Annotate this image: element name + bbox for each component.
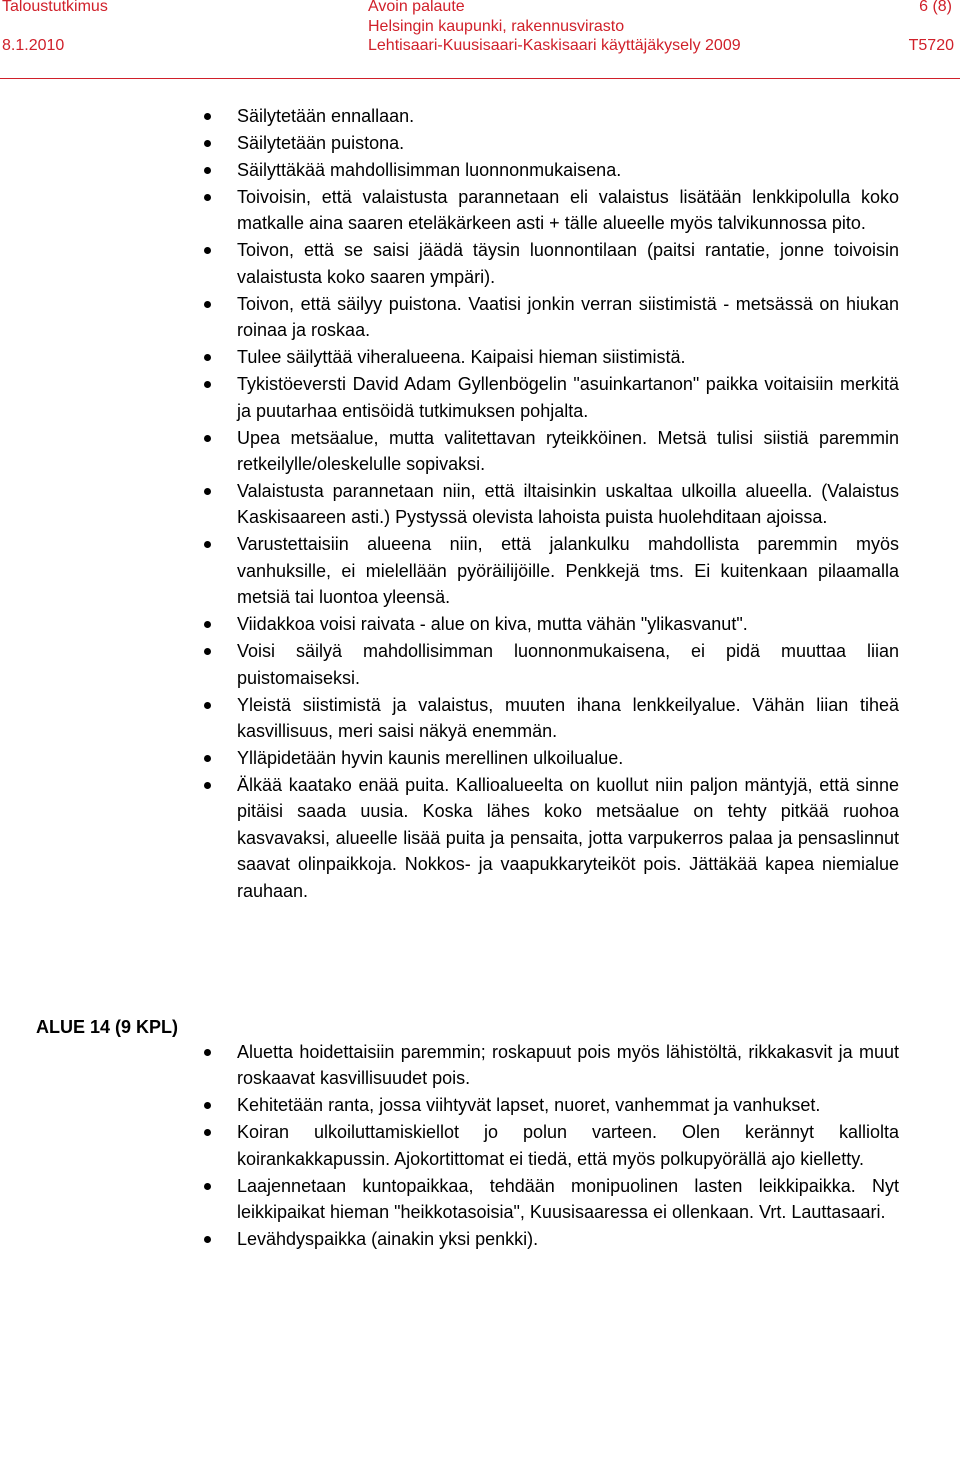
list-item: Aluetta hoidettaisiin paremmin; roskapuut pois myös lähistöltä, rikkakasvit ja muut roskaavat kasvillisuudet pois. — [237, 1039, 899, 1092]
header-client: Helsingin kaupunki, rakennusvirasto — [368, 18, 625, 35]
list-item: Säilytetään puistona. — [237, 130, 899, 156]
header-company: Taloustutkimus — [2, 0, 108, 15]
list-item: Upea metsäalue, mutta valitettavan ryteikköinen. Metsä tulisi siistiä paremmin retkeilylle/oleskelulle sopivaksi. — [237, 425, 899, 478]
list-item: Yleistä siistimistä ja valaistus, muuten ihana lenkkeilyalue. Vähän liian tiheä kasvillisuus, meri saisi näkyä enemmän. — [237, 692, 899, 745]
header-divider — [0, 78, 960, 79]
list-item: Ylläpidetään hyvin kaunis merellinen ulkoilualue. — [237, 745, 899, 771]
list-item: Toivoisin, että valaistusta parannetaan eli valaistus lisätään lenkkipolulla koko matkalle aina saaren eteläkärkeen asti + tälle alueelle myös talvikunnossa pito. — [237, 184, 899, 237]
list-item: Kehitetään ranta, jossa viihtyvät lapset, nuoret, vanhemmat ja vanhukset. — [237, 1092, 899, 1118]
feedback-list-1 — [237, 103, 899, 905]
list-item: Säilyttäkää mahdollisimman luonnonmukaisena. — [237, 157, 899, 183]
list-item: Toivon, että se saisi jäädä täysin luonnontilaan (paitsi rantatie, jonne toivoisin valaistusta koko saaren ympäri). — [237, 237, 899, 290]
list-item: Voisi säilyä mahdollisimman luonnonmukaisena, ei pidä muuttaa liian puistomaiseksi. — [237, 638, 899, 691]
header-project-code: T5720 — [908, 37, 954, 54]
list-item: Toivon, että säilyy puistona. Vaatisi jonkin verran siistimistä - metsässä on hiukan roinaa ja roskaa. — [237, 291, 899, 344]
header-survey-name: Lehtisaari-Kuusisaari-Kaskisaari käyttäjäkysely 2009 — [368, 37, 741, 54]
list-item: Levähdyspaikka (ainakin yksi penkki). — [237, 1226, 899, 1252]
list-item: Laajennetaan kuntopaikkaa, tehdään monipuolinen lasten leikkipaikka. Nyt leikkipaikat hieman "heikkotasoisia", Kuusisaaressa ei ollenkaan. Vrt. Lauttasaari. — [237, 1173, 899, 1226]
header-page-number: 6 (8) — [919, 0, 952, 15]
list-item: Koiran ulkoiluttamiskiellot jo polun varteen. Olen kerännyt kalliolta koirankakkapussin. Ajokortittomat ei tiedä, että myös polkupyörällä ajo kielletty. — [237, 1119, 899, 1172]
list-item: Valaistusta parannetaan niin, että iltaisinkin uskaltaa ulkoilla alueella. (Valaistus Kaskisaareen asti.) Pystyssä olevista lahoista puista huolehditaan ajoissa. — [237, 478, 899, 531]
list-item: Tykistöeversti David Adam Gyllenbögelin "asuinkartanon" paikka voitaisiin merkitä ja puutarhaa entisöidä tutkimuksen pohjalta. — [237, 371, 899, 424]
list-item: Tulee säilyttää viheralueena. Kaipaisi hieman siistimistä. — [237, 344, 899, 370]
header-report-title: Avoin palaute — [368, 0, 465, 15]
section-heading: ALUE 14 (9 KPL) — [36, 1017, 179, 1037]
list-item: Säilytetään ennallaan. — [237, 103, 899, 129]
list-item: Varustettaisiin alueena niin, että jalankulku mahdollista paremmin myös vanhuksille, ei mielellään pyöräilijöille. Penkkejä tms. Ei kuitenkaan pilaamalla metsiä tai luontoa yleensä. — [237, 531, 899, 610]
list-item: Viidakkoa voisi raivata - alue on kiva, mutta vähän "ylikasvanut". — [237, 611, 899, 637]
list-item: Älkää kaatako enää puita. Kallioalueelta on kuollut niin paljon mäntyjä, että sinne pitäisi saada uusia. Koska lähes koko metsäalue on tehty pitkää ruohoa kasvavaksi, alueelle lisää puita ja pensaita, jotta varpukerros palaa ja pensaslinnut saavat olinpaikkoja. Nokkos- ja vaapukkaryteiköt pois. Jättäkää kapea niemialue rauhaan. — [237, 772, 899, 904]
header-date: 8.1.2010 — [2, 37, 65, 54]
feedback-list-2 — [237, 1039, 899, 1253]
